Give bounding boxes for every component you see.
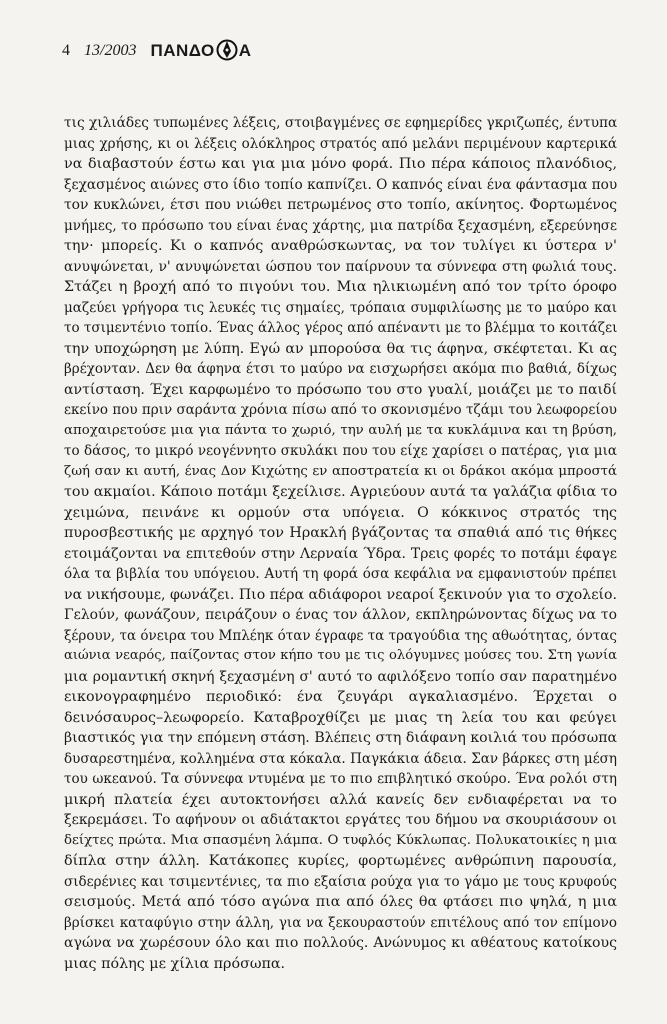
brand-text-left: ΠΑΝΔΟ: [150, 41, 215, 60]
text-line: δίπλα στην άλλη. Κατάκοπες κυρίες, φορτωμένες ανθρώπινη παρουσία,: [64, 853, 617, 869]
text-line: εκείνο που πριν σαράντα χρόνια πίσω από το σκονισμένο τζάμι του λεωφορείου: [64, 402, 617, 418]
text-line: βρέχονταν. Δεν θα άφηνα έτσι το μαύρο να εισχωρήσει ακόμα πιο βαθιά, δίχως: [64, 361, 617, 377]
text-line: το τσιμεντένιο τοπίο. Ένας άλλος γέρος από απέναντι με το βλέμμα το κοιτάζει: [64, 320, 617, 336]
issue-number: 13/2003: [84, 42, 137, 59]
text-line: το δάσος, το μικρό νεογέννητο σκυλάκι που του είχε χαρίσει ο πατέρας, για μια: [64, 443, 617, 459]
text-line: μια ρομαντική σκηνή ξεχασμένη σ' αυτό το αφιλόξενο τοπίο σαν παρατημένο: [64, 668, 617, 685]
text-line: χειμώνα, πεινάνε κι ορμούν στα υπόγεια. Ο κόκκινος στρατός της: [64, 504, 617, 521]
text-line: τον κυκλώνει, έτσι που νιώθει πετρωμένος στο τοπίο, ακίνητος. Φορτωμένος: [64, 197, 617, 213]
text-line: την· μπορείς. Κι ο καπνός αναθρώσκωντας, να τον τυλίγει κι ύστερα ν': [64, 238, 617, 254]
text-line: σεισμούς. Μετά από τόσο αγώνα πια από όλες θα φτάσει πιο ψηλά, η μια: [64, 894, 617, 910]
text-line: του ακμαίοι. Κάποιο ποτάμι ξεχείλισε. Αγριεύουν αυτά τα γαλάζια φίδια το: [64, 484, 617, 500]
text-line: μνήμες, το πρόσωπο του είναι ένας χάρτης, μια πατρίδα ξεχασμένη, εξερεύνησε: [64, 217, 617, 234]
text-line: μιας πόλης με χίλια πρόσωπα.: [64, 955, 286, 972]
pen-nib-in-circle-icon: [216, 39, 238, 61]
text-line: μιας χρήσης, κι οι λέξεις ολόκληρος στρατός από μελάνι περιμένουν καρτερικά: [64, 135, 617, 152]
text-line: μικρή πλατεία έχει αυτοκτονήσει αλλά κανείς δεν ενδιαφέρεται να το: [64, 791, 617, 808]
text-line: βρίσκει καταφύγιο στην άλλη, για να ξεκουραστούν επιτέλους από τον επίμονο: [64, 914, 617, 931]
text-line: Στάζει η βροχή από το πιγούνι του. Μια ηλικιωμένη από τον τρίτο όροφο: [64, 279, 617, 295]
text-line: μαζεύει γρήγορα τις λευκές τις σημαίες, τρόπαια συμφιλίωσης με το μαύρο και: [64, 299, 617, 316]
text-line: του ωκεανού. Τα σύννεφα ντυμένα με το πιο επιβλητικό σκούρο. Ένα ρολόι στη: [64, 771, 617, 787]
brand-text-right: Α: [238, 41, 252, 60]
text-line: ξέρουν, τα όνειρα του Μπλέηκ όταν έγραφε τα τραγούδια της αθωότητας, όντας: [64, 627, 617, 644]
text-line: δυσαρεστημένα, κολλημένα στα κόκαλα. Παγκάκια άδεια. Σαν βάρκες στη μέση: [64, 750, 617, 767]
text-line: την υποχώρηση με λύπη. Εγώ αν μπορούσα θα τις άφηνα, σκέφτεται. Κι ας: [64, 340, 617, 357]
text-line: ξεχασμένος αιώνες στο ίδιο τοπίο καπνίζει. Ο καπνός είναι ένα φάντασμα που: [64, 176, 617, 193]
text-line: βιαστικός για την επόμενη στάση. Βλέπεις στη διάφανη κοιλιά του πρόσωπα: [64, 730, 617, 746]
text-line: πυροσβεστικής με αρχηγό τον Ηρακλή βγάζοντας τα σπαθιά από τις θήκες: [64, 525, 617, 541]
text-line: τις χιλιάδες τυπωμένες λέξεις, στοιβαγμένες σε εφημερίδες γκριζωπές, έντυπα: [64, 115, 617, 131]
text-line: ανυψώνεται, ν' ανυψώνεται ώσπου τον παίρνουν τα σύννεφα στη φωλιά τους.: [64, 258, 617, 275]
text-line: αιώνια νεαρός, παίζοντας στον κήπο του με τις ολόγυμνες μούσες του. Στη γωνία: [64, 648, 617, 663]
page-number: 4: [62, 42, 70, 59]
magazine-brand: [150, 40, 251, 62]
text-line: δεινόσαυρος–λεωφορείο. Καταβροχθίζει με μιας τη λεία του και φεύγει: [64, 709, 617, 726]
page-header: [62, 40, 252, 62]
text-line: να διαβαστούν έστω και για μια μόνο φορά. Πιο πέρα κάποιος πλανόδιος,: [64, 156, 617, 172]
text-line: ετοιμάζονται να επιτεθούν στην Λερναία Ύδρα. Τρεις φορές το ποτάμι έφαγε: [64, 545, 617, 562]
text-line: όλα τα βιβλία του υπόγειου. Αυτή τη φορά όσα κεφάλια να εμφανιστούν πρέπει: [64, 566, 617, 582]
text-line: δείχτες πρώτα. Μια σπασμένη λάμπα. Ο τυφλός Κύκλωπας. Πολυκατοικίες η μια: [64, 832, 617, 848]
text-line: να νικήσουμε, φωνάζει. Πιο πέρα αδιάφοροι νεαροί ξεκινούν για το σχολείο.: [64, 586, 617, 603]
text-line: ξεκρεμάσει. Το αφήνουν οι αδιάτακτοι εργάτες του δήμου να σκουριάσουν οι: [64, 812, 617, 828]
text-line: ζωή σαν κι αυτή, ένας Δον Κιχώτης εν αποστρατεία κι οι δράκοι ακόμα μπροστά: [64, 463, 617, 479]
article-body: [64, 113, 617, 974]
text-line: αγώνα να χωρέσουν όλο και πιο πολλούς. Ανώνυμος κι αθέατους κατοίκους: [64, 935, 617, 951]
text-line: αποχαιρετούσε μια για πάντα το χωριό, την αυλή με τα κυκλάμινα και τη βρύση,: [64, 422, 617, 438]
text-line: αντίσταση. Έχει καρφωμένο το πρόσωπο του στο γυαλί, μοιάζει με το παιδί: [64, 381, 617, 398]
text-line: εικονογραφημένο περιοδικό: ένα ζευγάρι αγκαλιασμένο. Έρχεται ο: [64, 689, 617, 705]
text-line: σιδερένιες και τσιμεντένιες, τα πιο εξαίσια ρούχα για το γάμο με τους κρυφούς: [64, 873, 617, 890]
text-line: Γελούν, φωνάζουν, πειράζουν ο ένας τον άλλον, εκπληρώνοντας δίχως να το: [64, 607, 617, 623]
